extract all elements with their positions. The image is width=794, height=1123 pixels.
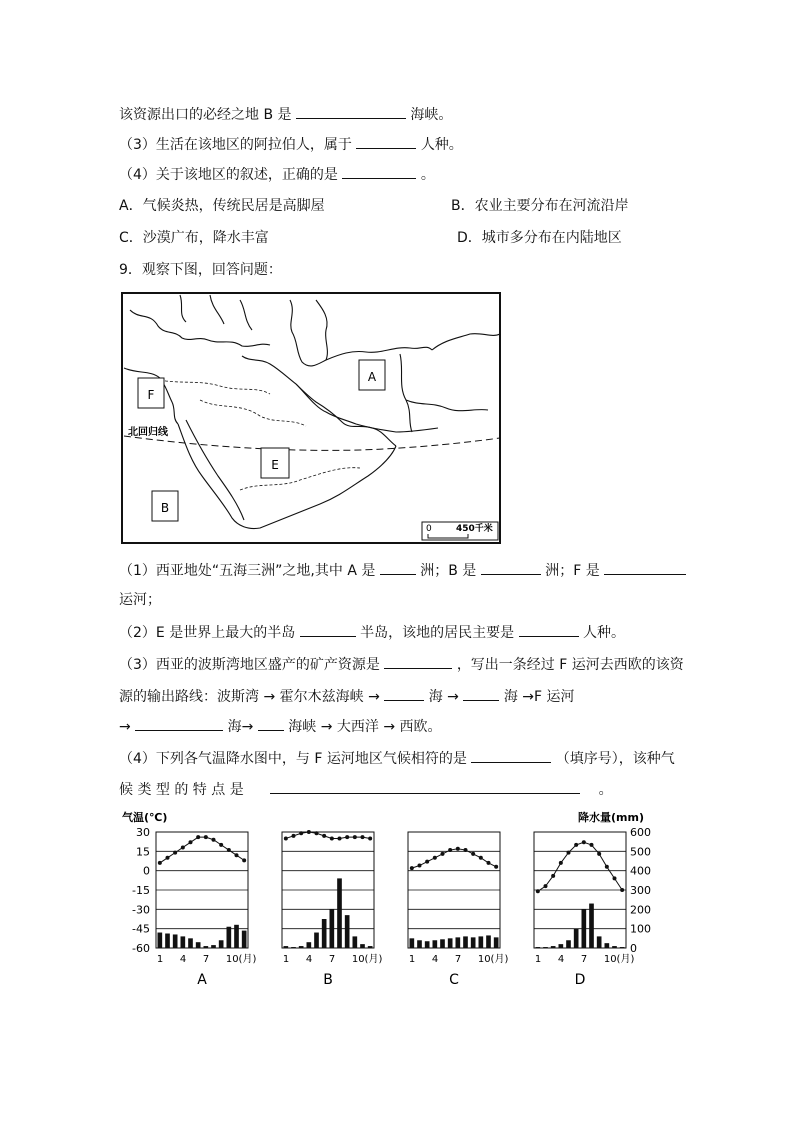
q9-sub3	[119, 654, 684, 675]
temp-point	[425, 860, 429, 864]
temp-point	[173, 851, 177, 855]
temp-point	[551, 874, 555, 878]
precip-bar	[536, 947, 541, 948]
climate-charts	[110, 806, 670, 992]
answer-blank-sea2[interactable]	[463, 686, 499, 701]
precip-axis-title: 降水量(mm)	[578, 811, 644, 824]
temp-point	[620, 888, 624, 892]
option-d: D．城市多分布在内陆地区	[457, 230, 622, 246]
text: 。	[420, 167, 435, 183]
precip-bar	[219, 940, 224, 948]
precip-bar	[227, 927, 232, 948]
temp-point	[212, 838, 216, 842]
text: 源的输出路线：波斯湾 → 霍尔木兹海峡 →	[119, 689, 380, 705]
precip-bar	[456, 937, 461, 948]
option-c: C．沙漠广布，降水丰富	[119, 230, 269, 246]
answer-blank-strait2[interactable]	[258, 716, 284, 731]
text: （3）西亚的波斯湾地区盛产的矿产资源是	[119, 657, 380, 673]
answer-blank-chart[interactable]	[471, 748, 551, 763]
temp-point	[227, 848, 231, 852]
q9-sub1-end: 运河；	[119, 592, 161, 608]
text: 洲；B 是	[420, 563, 477, 579]
chart-label: A	[197, 972, 207, 988]
temp-point	[410, 866, 414, 870]
month-tick-label: 7	[202, 954, 210, 965]
precip-bar	[242, 931, 247, 948]
precip-bar	[479, 936, 484, 948]
chart-label: B	[323, 972, 333, 988]
answer-blank-e[interactable]	[300, 622, 356, 637]
precip-bar	[605, 943, 610, 948]
month-tick-label: 7	[454, 954, 462, 965]
map-border	[122, 293, 500, 543]
precip-bar	[158, 933, 163, 948]
temp-point	[582, 840, 586, 844]
precip-bar	[574, 929, 579, 948]
precip-bar	[486, 935, 491, 948]
precip-bar	[620, 947, 625, 948]
precip-bar	[368, 946, 373, 948]
text: 洲；F 是	[545, 563, 600, 579]
answer-blank-sea3[interactable]	[135, 716, 223, 731]
temp-point	[322, 834, 326, 838]
precip-bar	[337, 878, 342, 948]
text: 半岛，该地的居民主要是	[360, 625, 515, 641]
precip-tick-label: 0	[630, 942, 637, 955]
temp-point	[307, 830, 311, 834]
temp-point	[559, 861, 563, 865]
temp-point	[441, 852, 445, 856]
text: 海 →	[428, 689, 459, 705]
month-tick-label: 1	[534, 954, 542, 965]
q9-sub2	[119, 622, 625, 643]
temp-point	[368, 836, 372, 840]
text: 该资源出口的必经之地 B 是	[119, 107, 292, 123]
answer-blank-race[interactable]	[356, 134, 416, 149]
text: （4）关于该地区的叙述，正确的是	[119, 167, 338, 183]
precip-bar	[494, 937, 499, 948]
temp-point	[284, 836, 288, 840]
q9-sub4-line2	[119, 779, 613, 800]
temp-point	[235, 853, 239, 857]
answer-blank-resource[interactable]	[384, 654, 452, 669]
temp-point	[536, 889, 540, 893]
answer-blank-correct[interactable]	[342, 164, 416, 179]
answer-blank-e-race[interactable]	[519, 622, 579, 637]
text: 海峡 → 大西洋 → 西欧。	[288, 719, 442, 735]
precip-bar	[196, 942, 201, 948]
temp-point	[448, 848, 452, 852]
temp-point	[471, 852, 475, 856]
temp-point	[181, 845, 185, 849]
chart-label: D	[574, 972, 586, 988]
temp-point	[605, 865, 609, 869]
text: 海 →F 运河	[503, 689, 575, 705]
precip-bar	[353, 936, 358, 948]
precip-tick-label: 100	[630, 922, 651, 936]
precip-bar	[417, 940, 422, 948]
temp-tick-label: 15	[136, 845, 150, 859]
precip-bar	[589, 904, 594, 948]
precip-tick-label: 600	[630, 826, 651, 839]
text: 海→	[227, 719, 254, 735]
answer-blank-strait[interactable]	[296, 104, 406, 119]
text: （填序号），该种气	[555, 751, 675, 767]
temp-point	[189, 840, 193, 844]
precip-bar	[463, 936, 468, 948]
month-tick-label: 10(月)	[351, 954, 383, 965]
temp-point	[345, 835, 349, 839]
month-tick-label: 7	[328, 954, 336, 965]
temp-point	[330, 836, 334, 840]
precip-bar	[433, 940, 438, 948]
scale-value: 450千米	[456, 524, 493, 534]
temp-point	[597, 852, 601, 856]
temp-point	[433, 856, 437, 860]
precip-bar	[299, 946, 304, 948]
precip-tick-label: 400	[630, 864, 651, 878]
temp-tick-label: -15	[132, 884, 150, 897]
precip-bar	[284, 946, 289, 948]
precip-bar	[181, 936, 186, 948]
text: →	[119, 719, 131, 735]
answer-blank-f[interactable]	[604, 560, 686, 575]
temp-point	[544, 884, 548, 888]
precip-bar	[314, 933, 319, 948]
month-tick-label: 4	[431, 954, 439, 965]
temp-point	[204, 835, 208, 839]
precip-bar	[188, 938, 193, 948]
precip-bar	[440, 939, 445, 948]
text: （1）西亚地处“五海三洲”之地,其中 A 是	[119, 563, 376, 579]
text: 海峡。	[410, 107, 453, 123]
temp-point	[590, 843, 594, 847]
temp-point	[219, 843, 223, 847]
month-tick-label: 10(月)	[603, 954, 635, 965]
precip-bar	[612, 946, 617, 948]
answer-blank-b[interactable]	[481, 560, 541, 575]
temp-tick-label: 0	[143, 864, 150, 878]
tropic-label: 北回归线	[128, 427, 168, 438]
precip-tick-label: 200	[630, 903, 651, 917]
q8-sub4	[119, 164, 435, 185]
temp-point	[418, 864, 422, 868]
q9-sub4	[119, 748, 675, 769]
precip-bar	[173, 934, 178, 948]
text: （3）生活在该地区的阿拉伯人，属于	[119, 137, 352, 153]
west-asia-map	[120, 290, 504, 546]
temp-point	[567, 851, 571, 855]
text: （4）下列各气温降水图中，与 F 运河地区气候相符的是	[119, 751, 467, 767]
precip-bar	[551, 946, 556, 948]
temp-point	[464, 848, 468, 852]
temp-point	[456, 847, 460, 851]
precip-bar	[322, 919, 327, 948]
temp-point	[338, 836, 342, 840]
precip-bar	[291, 947, 296, 948]
answer-blank-climate[interactable]	[270, 779, 580, 794]
text: 。	[598, 782, 613, 798]
month-tick-label: 1	[282, 954, 290, 965]
month-tick-label: 7	[580, 954, 588, 965]
temp-axis-title: 气温(℃)	[122, 811, 168, 824]
precip-bar	[559, 944, 564, 948]
temp-tick-label: -45	[132, 922, 150, 936]
temp-point	[196, 835, 200, 839]
temp-point	[315, 831, 319, 835]
text: 候 类 型 的 特 点 是	[119, 782, 244, 798]
precip-tick-label: 300	[630, 884, 651, 897]
temp-point	[479, 856, 483, 860]
precip-bar	[307, 942, 312, 948]
temp-tick-label: -60	[132, 942, 150, 955]
text: 人种。	[420, 137, 463, 153]
scale-zero: 0	[426, 524, 432, 534]
option-a: A．气候炎热，传统民居是高脚屋	[119, 198, 325, 214]
precip-bar	[211, 945, 216, 948]
month-tick-label: 10(月)	[477, 954, 509, 965]
q9-sub3-route	[119, 686, 575, 707]
label-a: A	[367, 370, 377, 384]
month-tick-label: 1	[408, 954, 416, 965]
precip-bar	[360, 944, 365, 948]
text: ，写出一条经过 F 运河去西欧的该资	[456, 657, 684, 673]
temp-point	[158, 861, 162, 865]
precip-bar	[425, 941, 430, 948]
q8-line1	[119, 104, 452, 125]
temp-point	[613, 876, 617, 880]
temp-point	[166, 856, 170, 860]
label-f: F	[147, 388, 155, 402]
q9-intro: 9．观察下图，回答问题：	[119, 262, 282, 278]
precip-bar	[566, 940, 571, 948]
precip-bar	[234, 925, 239, 948]
precip-bar	[597, 936, 602, 948]
precip-bar	[330, 909, 335, 948]
temp-point	[299, 831, 303, 835]
precip-bar	[543, 947, 548, 948]
precip-bar	[204, 946, 209, 948]
precip-bar	[165, 934, 170, 949]
label-b: B	[160, 501, 170, 515]
q9-sub1	[119, 560, 686, 581]
temp-point	[242, 858, 246, 862]
label-e: E	[271, 458, 279, 472]
answer-blank-sea1[interactable]	[384, 686, 424, 701]
temp-point	[361, 835, 365, 839]
month-tick-label: 4	[179, 954, 187, 965]
month-tick-label: 1	[156, 954, 164, 965]
option-b: B．农业主要分布在河流沿岸	[451, 198, 629, 214]
text: （2）E 是世界上最大的半岛	[119, 625, 296, 641]
temp-point	[574, 843, 578, 847]
precip-bar	[448, 938, 453, 948]
temp-tick-label: 30	[136, 826, 150, 839]
temp-point	[353, 835, 357, 839]
month-tick-label: 10(月)	[225, 954, 257, 965]
q8-sub3	[119, 134, 463, 155]
precip-bar	[471, 937, 476, 948]
precip-bar	[582, 909, 587, 948]
answer-blank-a[interactable]	[380, 560, 416, 575]
temp-point	[494, 865, 498, 869]
text: 人种。	[583, 625, 626, 641]
temp-point	[487, 861, 491, 865]
month-tick-label: 4	[557, 954, 565, 965]
precip-bar	[410, 938, 415, 948]
q9-sub3-route2	[119, 716, 442, 737]
precip-tick-label: 500	[630, 845, 651, 859]
precip-bar	[345, 915, 350, 948]
chart-label: C	[449, 972, 459, 988]
month-tick-label: 4	[305, 954, 313, 965]
temp-tick-label: -30	[132, 903, 150, 917]
temp-point	[292, 834, 296, 838]
